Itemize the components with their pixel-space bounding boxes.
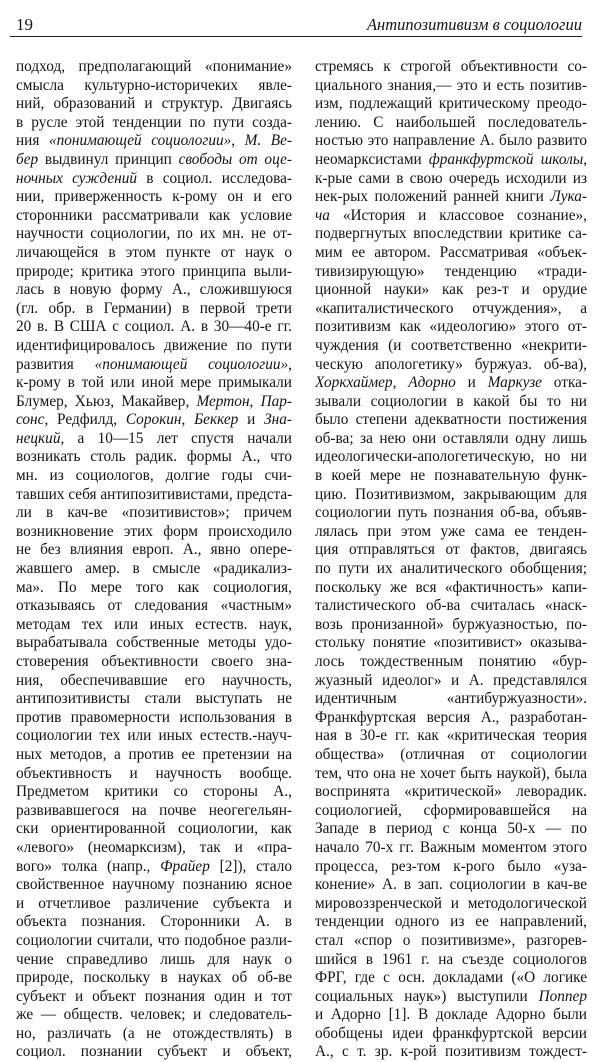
text-line: [16, 616, 292, 635]
text-line: [16, 876, 292, 895]
text-fragment: стал «спор о позитивизме», разгорев-: [315, 931, 587, 949]
text-line: [16, 839, 292, 858]
italic-text: Маркузе: [487, 374, 542, 392]
text-fragment: начало 70-х гг. Важным моментом этого: [315, 838, 587, 856]
text-line: [315, 858, 587, 877]
text-fragment: циального знания,— это и есть позитив-: [315, 76, 587, 94]
text-fragment: общества» (отличная от социологии: [315, 745, 587, 763]
text-fragment: лению. С наибольшей последователь-: [315, 113, 587, 131]
text-fragment: и отчетливое различение субъекта и: [16, 894, 292, 912]
text-fragment: по пути их аналитического обобщения;: [315, 560, 587, 578]
text-fragment: обобщены идеи франкфуртской версии: [315, 1024, 587, 1042]
text-line: [315, 876, 587, 895]
text-fragment: и: [455, 374, 488, 392]
text-fragment: развития: [16, 355, 95, 373]
text-line: [16, 988, 292, 1007]
text-fragment: подход, предполагающий «понимание»: [16, 58, 292, 75]
text-fragment: к-рому в той или иной мере примыкали: [16, 374, 292, 392]
text-fragment: лялась при этом уже сама ее тенден-: [315, 522, 587, 540]
text-fragment: ,: [288, 355, 292, 373]
text-line: [16, 504, 292, 523]
text-fragment: жавшего амер. в смысле «радикализ-: [16, 560, 292, 578]
italic-text: франкфуртской школы: [428, 150, 584, 168]
italic-text: Адорно: [408, 374, 456, 392]
text-fragment: чуждения (и соответственно «некрити-: [315, 336, 587, 354]
text-fragment: тавших себя антипозитивистами, предста-: [16, 485, 292, 503]
text-line: [315, 337, 587, 356]
text-fragment: социологии путь познания об-ва, объяв-: [315, 504, 587, 522]
text-line: [16, 318, 292, 337]
text-line: [16, 597, 292, 616]
text-fragment: позитивизм как «идеологию» этого от-: [315, 318, 587, 336]
text-line: [16, 969, 292, 988]
text-line: [16, 1043, 292, 1062]
text-line: [315, 114, 587, 133]
text-fragment: ,: [392, 374, 409, 392]
text-fragment: антипозитивисты стали выступать не: [16, 690, 292, 708]
text-line: [16, 765, 292, 784]
text-fragment: ФРГ, где с осн. докладами («О логике: [315, 969, 587, 987]
text-line: [315, 802, 587, 821]
text-fragment: лось тождественным понятию «бур-: [315, 653, 587, 670]
text-fragment: смысла культурно-историчеких явле-: [16, 76, 292, 94]
text-fragment: объекта познания. Сторонники А. в: [16, 913, 292, 931]
text-fragment: развивавшегося на почве неогегельян-: [16, 801, 292, 819]
text-line: [16, 820, 292, 839]
text-fragment: нек-рых положений ранней книги: [315, 188, 551, 206]
text-line: [315, 988, 587, 1007]
text-line: [315, 356, 587, 375]
text-fragment: , а 10—15 лет спустя начали: [60, 429, 292, 447]
text-line: [315, 746, 587, 765]
text-line: [315, 374, 587, 393]
italic-text: Беккер: [194, 411, 239, 429]
text-line: [315, 634, 587, 653]
text-line: [16, 58, 292, 77]
text-line: [315, 504, 587, 523]
text-fragment: возникать столь радик. формы А., что: [16, 448, 292, 466]
text-line: [16, 895, 292, 914]
text-fragment: научности социологии, по их мн. не от-: [16, 225, 292, 243]
text-fragment: ностью это направление А. было развито: [315, 132, 587, 150]
italic-text: Лука-: [550, 188, 587, 206]
text-fragment: ний, образований и структур. Двигаясь: [16, 95, 292, 113]
text-fragment: вого» толка (напр.,: [16, 857, 161, 875]
text-line: [315, 1043, 587, 1062]
text-line: [315, 486, 587, 505]
text-line: [315, 151, 587, 170]
text-line: [315, 839, 587, 858]
text-fragment: поскольку же вся «фактичность» капи-: [315, 578, 587, 596]
left-text-column: [16, 58, 292, 1062]
text-line: [16, 746, 292, 765]
italic-text: Хоркхаймер: [315, 374, 393, 392]
italic-text: «понимающей социологии»: [48, 132, 232, 150]
text-fragment: природе, поскольку в науках об об-ве: [16, 969, 292, 987]
text-line: [315, 430, 587, 449]
text-line: [315, 318, 587, 337]
text-line: [315, 77, 587, 96]
text-fragment: стоверения объективности своего зна-: [16, 653, 292, 670]
text-fragment: сторонники рассматривали как условие: [16, 206, 292, 224]
text-line: [16, 932, 292, 951]
text-line: [315, 411, 587, 430]
text-line: [16, 709, 292, 728]
text-fragment: вырабатывала собственные методы удо-: [16, 634, 292, 652]
text-fragment: свойственное научному познанию ясное: [16, 876, 292, 894]
text-fragment: шийся в 1961 г. на съезде социологов: [315, 950, 587, 968]
text-fragment: отказываясь от следования «частным»: [16, 597, 292, 615]
text-fragment: методам тех или иных естеств. наук,: [16, 615, 292, 633]
italic-text: Зна-: [264, 411, 292, 429]
text-fragment: социологией, сформировавшейся на: [315, 801, 587, 819]
text-line: [16, 393, 292, 412]
text-line: [315, 895, 587, 914]
text-line: [16, 300, 292, 319]
text-fragment: мим ее автором. Рассматривая «объек-: [315, 243, 587, 261]
text-fragment: но, различать (а не отождествлять) в: [16, 1024, 292, 1042]
text-fragment: ния, обеспечивавшие его научность,: [16, 671, 292, 689]
text-fragment: возникновение этих форм происходило: [16, 522, 292, 540]
text-fragment: жуазный идеолог» и А. представлялся: [315, 671, 587, 689]
text-fragment: ,: [583, 150, 587, 168]
text-line: [315, 132, 587, 151]
text-fragment: к-рые сами в свою очередь исходили из: [315, 169, 587, 187]
text-fragment: социологии считали, что подобное разли-: [16, 931, 292, 949]
text-line: [315, 765, 587, 784]
text-fragment: было степени адекватности постижения: [315, 411, 587, 429]
text-fragment: [2]), стало: [209, 857, 292, 875]
text-line: [16, 486, 292, 505]
text-line: [315, 653, 587, 672]
text-line: [315, 969, 587, 988]
text-fragment: ,: [231, 132, 245, 150]
italic-text: нецкий: [16, 429, 61, 447]
text-fragment: мн. из социологов, долгие годы счи-: [16, 467, 292, 485]
page-number: 19: [16, 15, 33, 34]
text-line: [16, 579, 292, 598]
text-fragment: же — обществ. человек; и следователь-: [16, 1006, 292, 1024]
text-line: [16, 151, 292, 170]
text-line: [16, 653, 292, 672]
text-line: [315, 616, 587, 635]
text-line: [16, 225, 292, 244]
text-line: [16, 541, 292, 560]
text-line: [16, 77, 292, 96]
text-line: [315, 393, 587, 412]
text-line: [16, 1025, 292, 1044]
text-fragment: А., с т. зр. к-рой позитивизм тождест-: [315, 1043, 587, 1061]
text-line: [315, 560, 587, 579]
text-fragment: изм, подлежащий критическому преодо-: [315, 95, 587, 113]
text-fragment: зывали социологии в какой бы то ни: [315, 392, 587, 410]
text-fragment: ния: [16, 132, 49, 150]
italic-text: Фрайер: [160, 857, 210, 875]
text-fragment: против правомерности использования в: [16, 708, 292, 726]
text-fragment: мировоззренческой и методологической: [315, 894, 587, 912]
text-line: [16, 188, 292, 207]
text-fragment: ли в кач-ве «позитивистов»; причем: [16, 504, 292, 522]
italic-text: ча: [315, 206, 330, 224]
text-line: [16, 783, 292, 802]
text-line: [16, 802, 292, 821]
text-fragment: 20 в. В США с социол. А. в 30—40-е гг.: [16, 318, 292, 336]
text-fragment: Западе в период с конца 50-х — по: [315, 820, 587, 838]
text-fragment: чение справедливо лишь для наук о: [16, 950, 292, 968]
text-fragment: (гл. обр. в Германии) в первой трети: [16, 299, 292, 317]
text-line: [315, 244, 587, 263]
text-line: [16, 913, 292, 932]
text-line: [16, 634, 292, 653]
italic-text: Поппер: [538, 987, 587, 1005]
text-line: [16, 467, 292, 486]
text-line: [315, 913, 587, 932]
text-line: [16, 244, 292, 263]
text-line: [16, 523, 292, 542]
text-fragment: цию. Позитивизмом, закрывающим для: [315, 485, 587, 503]
text-line: [315, 281, 587, 300]
text-line: [315, 170, 587, 189]
text-fragment: в коей мере не познавательную функ-: [315, 467, 587, 485]
text-line: [315, 820, 587, 839]
text-fragment: и: [238, 411, 265, 429]
text-fragment: идентифицировалось движение по пути: [16, 336, 292, 354]
text-fragment: тивизирующую» тенденцию «тради-: [315, 262, 587, 280]
text-fragment: ,: [181, 411, 195, 429]
text-fragment: субъект и объект познания один и тот: [16, 987, 292, 1005]
text-fragment: Франкфуртская версия А., разработан-: [315, 708, 587, 726]
text-line: [315, 1025, 587, 1044]
text-line: [16, 337, 292, 356]
text-line: [16, 95, 292, 114]
running-title: Антипозитивизм в социологии: [366, 15, 582, 34]
text-fragment: Блумер, Хьюз, Макайвер,: [16, 392, 197, 410]
text-line: [315, 932, 587, 951]
text-fragment: личающейся в этом пункте от наук о: [16, 243, 292, 261]
text-line: [16, 374, 292, 393]
text-line: [16, 951, 292, 970]
text-fragment: подвергнутых впоследствии критике са-: [315, 225, 587, 243]
text-line: [315, 709, 587, 728]
text-fragment: социальных наук») выступили: [315, 987, 539, 1005]
text-fragment: в русле этой тенденции по пути созда-: [16, 113, 292, 131]
text-line: [16, 281, 292, 300]
text-fragment: идеологически-апологетическую, но ни: [315, 448, 587, 466]
text-line: [16, 356, 292, 375]
text-line: [16, 132, 292, 151]
header-rule: [10, 36, 582, 37]
text-fragment: воспринята «критической» леворадик.: [315, 783, 587, 801]
text-fragment: отка-: [541, 374, 587, 392]
italic-text: М. Ве-: [244, 132, 292, 150]
text-fragment: тем, что она не хочет быть наукой), была: [315, 764, 587, 782]
text-line: [16, 411, 292, 430]
text-line: [315, 579, 587, 598]
text-fragment: об-ва; за нею они оставляли одну лишь: [315, 429, 587, 447]
text-fragment: стольку понятие «позитивист» оказыва-: [315, 634, 587, 652]
text-fragment: социологии тех или иных естеств.-науч-: [16, 727, 292, 745]
text-line: [16, 170, 292, 189]
text-line: [315, 523, 587, 542]
text-line: [315, 597, 587, 616]
text-line: [16, 263, 292, 282]
italic-text: Мертон: [196, 392, 250, 410]
text-line: [315, 541, 587, 560]
text-fragment: ная в 30-е гг. как «критическая теория: [315, 727, 587, 745]
text-fragment: в социол. исследова-: [137, 169, 292, 187]
text-fragment: тенденции одного из ее направлений,: [315, 913, 587, 931]
text-fragment: природе; критика этого принципа выли-: [16, 262, 292, 280]
text-fragment: , Редфилд,: [44, 411, 126, 429]
italic-text: бер: [16, 150, 39, 168]
text-line: [315, 672, 587, 691]
text-fragment: «капиталистического отчуждения», а: [315, 299, 587, 317]
text-line: [16, 448, 292, 467]
text-line: [16, 560, 292, 579]
text-line: [315, 1006, 587, 1025]
text-line: [16, 858, 292, 877]
text-line: [315, 467, 587, 486]
italic-text: свободы от оце-: [178, 150, 292, 168]
text-line: [315, 783, 587, 802]
text-fragment: не без влияния европ. А., явно опере-: [16, 541, 292, 559]
text-fragment: неомарксистами: [315, 150, 429, 168]
text-fragment: ных методов, а против ее претензии на: [16, 745, 292, 763]
italic-text: ночных суждений: [16, 169, 138, 187]
text-fragment: социол. познании субъект и объект,: [16, 1043, 292, 1061]
text-fragment: ция отправляться от фактов, двигаясь: [315, 541, 587, 559]
text-line: [315, 448, 587, 467]
text-fragment: Предметом критики со стороны А.,: [16, 783, 292, 801]
page-header: [10, 12, 582, 38]
text-fragment: идентичным «антибуржуазности».: [315, 690, 587, 708]
text-line: [16, 672, 292, 691]
text-fragment: объективность и научность вообще.: [16, 764, 292, 782]
text-line: [16, 690, 292, 709]
text-line: [16, 430, 292, 449]
italic-text: Сорокин: [125, 411, 182, 429]
text-line: [315, 58, 587, 77]
text-line: [315, 263, 587, 282]
text-fragment: нии, приверженность к-рому он и его: [16, 188, 292, 206]
text-fragment: ски ориентированной социологии, как: [16, 820, 292, 838]
right-text-column: [315, 58, 587, 1062]
text-fragment: ционной науки» как рез-т и орудие: [315, 281, 587, 299]
text-line: [315, 951, 587, 970]
text-line: [315, 225, 587, 244]
text-fragment: «левого» (неомарксизм), так и «пра-: [16, 838, 292, 856]
italic-text: «понимающей социологии»: [94, 355, 289, 373]
text-fragment: конение» А. в зап. социологии в кач-ве: [315, 876, 587, 894]
text-fragment: процесса, рез-том к-рого было «уза-: [315, 857, 587, 875]
text-line: [16, 114, 292, 133]
text-fragment: талистического об-ва считалась «наск-: [315, 597, 587, 615]
text-line: [16, 1006, 292, 1025]
text-fragment: ,: [249, 392, 261, 410]
text-line: [315, 188, 587, 207]
text-line: [315, 207, 587, 226]
text-fragment: выдвинул принцип: [38, 150, 179, 168]
text-line: [315, 300, 587, 319]
text-line: [16, 727, 292, 746]
italic-text: сонс: [16, 411, 45, 429]
italic-text: Пар-: [260, 392, 292, 410]
text-fragment: и Адорно [1]. В докладе Адорно были: [315, 1006, 587, 1024]
text-line: [315, 690, 587, 709]
text-line: [315, 95, 587, 114]
text-fragment: ческую апологетику» буржуаз. об-ва),: [315, 355, 587, 373]
text-fragment: стремясь к строгой объективности со-: [315, 58, 587, 75]
text-line: [315, 727, 587, 746]
text-line: [16, 207, 292, 226]
text-fragment: лась в новую форму А., сложившуюся: [16, 281, 292, 299]
text-fragment: «История и классовое сознание»,: [329, 206, 587, 224]
text-fragment: ма». По мере того как социология,: [16, 578, 292, 596]
text-fragment: возь пронизанной» буржуазностью, по-: [315, 615, 587, 633]
